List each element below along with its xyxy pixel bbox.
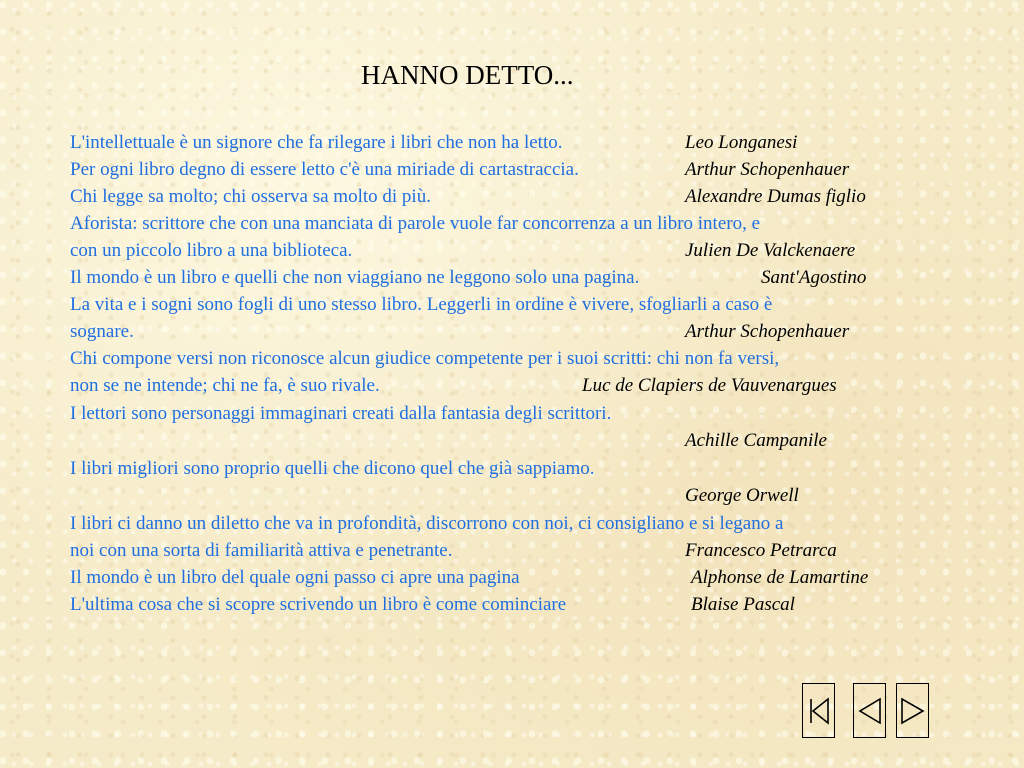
quote-text: Il mondo è un libro e quelli che non viaggiano ne leggono solo una pagina.: [70, 267, 640, 288]
quote-author: Arthur Schopenhauer: [685, 321, 850, 342]
quote-author: Julien De Valckenaere: [685, 240, 856, 261]
skip-to-first-icon: [803, 684, 834, 737]
next-slide-button[interactable]: [896, 683, 929, 738]
quote-text: Chi compone versi non riconosce alcun giudice competente per i suoi scritti: chi non fa versi,: [70, 348, 780, 369]
previous-slide-button[interactable]: [853, 683, 886, 738]
quote-author: Sant'Agostino: [761, 267, 867, 288]
quote-text: con un piccolo libro a una biblioteca.: [70, 240, 353, 261]
page-title: HANNO DETTO...: [361, 60, 574, 90]
quote-author: Francesco Petrarca: [685, 540, 837, 561]
quote-author: Arthur Schopenhauer: [685, 159, 850, 180]
quote-text: non se ne intende; chi ne fa, è suo rivale.: [70, 375, 380, 396]
quote-text: Chi legge sa molto; chi osserva sa molto di più.: [70, 186, 431, 207]
triangle-left-icon: [854, 684, 885, 737]
quote-text: L'intellettuale è un signore che fa rilegare i libri che non ha letto.: [70, 132, 563, 153]
quote-author: Blaise Pascal: [691, 594, 795, 615]
quote-text: Il mondo è un libro del quale ogni passo ci apre una pagina: [70, 567, 520, 588]
quote-text: I libri migliori sono proprio quelli che dicono quel che già sappiamo.: [70, 458, 595, 479]
first-slide-button[interactable]: [802, 683, 835, 738]
quote-text: I lettori sono personaggi immaginari creati dalla fantasia degli scrittori.: [70, 403, 612, 424]
quote-text: L'ultima cosa che si scopre scrivendo un libro è come cominciare: [70, 594, 567, 615]
quote-text: Aforista: scrittore che con una manciata di parole vuole far concorrenza a un libro intero, e: [70, 213, 761, 234]
quote-author: Leo Longanesi: [685, 132, 798, 153]
quote-text: Per ogni libro degno di essere letto c'è una miriade di cartastraccia.: [70, 159, 579, 180]
quote-author: George Orwell: [685, 485, 799, 506]
quote-author: Alexandre Dumas figlio: [685, 186, 866, 207]
quote-text: La vita e i sogni sono fogli di uno stesso libro. Leggerli in ordine è vivere, sfogliarli a caso è: [70, 294, 773, 315]
quote-text: I libri ci danno un diletto che va in profondità, discorrono con noi, ci consigliano e si legano a: [70, 513, 784, 534]
quote-author: Alphonse de Lamartine: [691, 567, 869, 588]
quote-author: Luc de Clapiers de Vauvenargues: [582, 375, 837, 396]
triangle-right-icon: [897, 684, 928, 737]
quote-author: Achille Campanile: [685, 430, 827, 451]
quote-text: noi con una sorta di familiarità attiva e penetrante.: [70, 540, 453, 561]
quote-text: sognare.: [70, 321, 134, 342]
